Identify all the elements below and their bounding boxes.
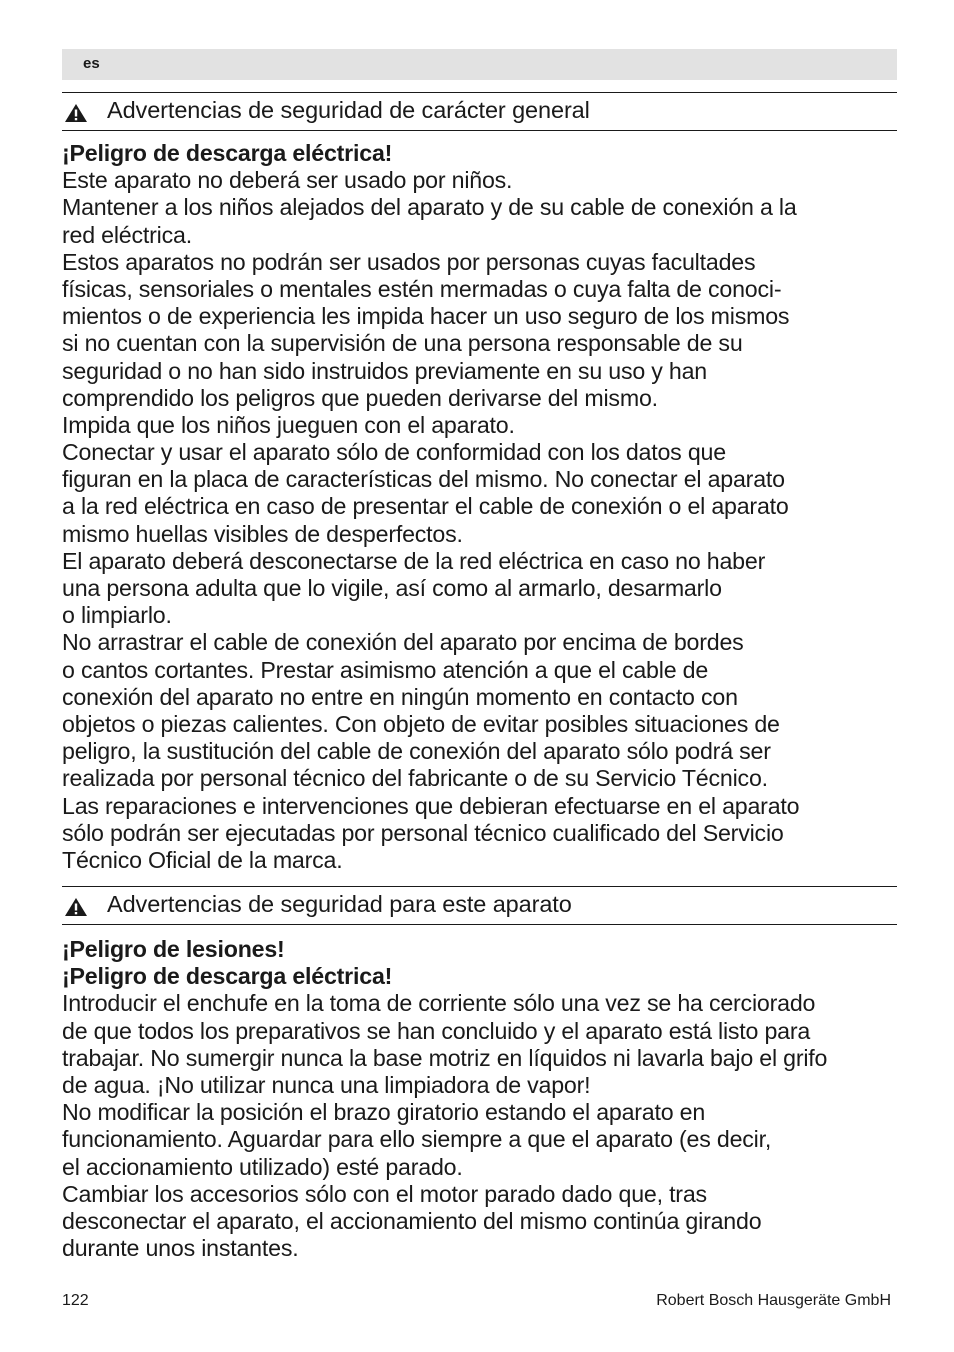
body-text-line: si no cuentan con la supervisión de una persona responsable de su xyxy=(62,330,743,357)
body-text-line: Este aparato no deberá ser usado por niños. xyxy=(62,167,513,194)
body-text-line: objetos o piezas calientes. Con objeto de evitar posibles situaciones de xyxy=(62,710,780,737)
warning-triangle-icon xyxy=(64,103,88,123)
body-text-line: trabajar. No sumergir nunca la base motriz en líquidos ni lavarla bajo el grifo xyxy=(62,1044,828,1071)
body-text-line: sólo podrán ser ejecutadas por personal técnico cualificado del Servicio xyxy=(62,819,784,846)
body-text-line: Mantener a los niños alejados del aparato y de su cable de conexión a la xyxy=(62,194,797,221)
body-text-line: realizada por personal técnico del fabricante o de su Servicio Técnico. xyxy=(62,765,768,792)
body-text-line: No arrastrar el cable de conexión del aparato por encima de bordes xyxy=(62,629,744,656)
body-text-line: Conectar y usar el aparato sólo de conformidad con los datos que xyxy=(62,439,726,466)
body-text-line: seguridad o no han sido instruidos previamente en su uso y han xyxy=(62,357,708,384)
warning-heading: ¡Peligro de lesiones! xyxy=(62,936,285,962)
body-text-line: Introducir el enchufe en la toma de corriente sólo una vez se ha cerciorado xyxy=(62,990,816,1017)
warning-heading: ¡Peligro de descarga eléctrica! xyxy=(62,963,393,990)
section-appliance-safety-header xyxy=(62,886,897,925)
body-text-line: Estos aparatos no podrán ser usados por personas cuyas facultades xyxy=(62,248,756,275)
body-text-line: Cambiar los accesorios sólo con el motor parado dado que, tras xyxy=(62,1180,707,1207)
body-text-line: durante unos instantes. xyxy=(62,1235,299,1262)
body-text-line: de que todos los preparativos se han concluido y el aparato está listo para xyxy=(62,1017,811,1044)
body-text-line: o limpiarlo. xyxy=(62,602,172,629)
company-name: Robert Bosch Hausgeräte GmbH xyxy=(656,1292,891,1309)
section-general-safety-header xyxy=(62,92,897,131)
body-text-line: Técnico Oficial de la marca. xyxy=(62,846,343,873)
body-text-line: Impida que los niños jueguen con el aparato. xyxy=(62,411,515,438)
warning-triangle-icon xyxy=(64,897,88,917)
body-text-line: Las reparaciones e intervenciones que debieran efectuarse en el aparato xyxy=(62,792,800,819)
warning-heading: ¡Peligro de descarga eléctrica! xyxy=(62,140,393,166)
section-appliance-safety-title: Advertencias de seguridad para este aparato xyxy=(107,891,572,917)
language-code: es xyxy=(83,55,100,72)
body-text-line: El aparato deberá desconectarse de la red eléctrica en caso no haber xyxy=(62,547,766,574)
body-text-line: mientos o de experiencia les impida hacer un uso seguro de los mismos xyxy=(62,303,790,330)
language-bar xyxy=(62,49,897,80)
body-text-line: desconectar el aparato, el accionamiento del mismo continúa girando xyxy=(62,1207,762,1234)
body-text-line: a la red eléctrica en caso de presentar el cable de conexión o el aparato xyxy=(62,493,789,520)
body-text-line: comprendido los peligros que pueden derivarse del mismo. xyxy=(62,384,658,411)
body-text-line: una persona adulta que lo vigile, así como al armarlo, desarmarlo xyxy=(62,575,722,601)
body-text-line: mismo huellas visibles de desperfectos. xyxy=(62,520,463,547)
body-text-line: funcionamiento. Aguardar para ello siempre a que el aparato (es decir, xyxy=(62,1126,772,1153)
section-appliance-safety-body xyxy=(62,936,902,1262)
body-text-line: peligro, la sustitución del cable de conexión del aparato sólo podrá ser xyxy=(62,738,771,765)
section-general-safety-title: Advertencias de seguridad de carácter general xyxy=(107,97,590,123)
body-text-line: conexión del aparato no entre en ningún momento en contacto con xyxy=(62,683,738,710)
section-general-safety-body xyxy=(62,140,902,874)
body-text-line: No modificar la posición el brazo giratorio estando el aparato en xyxy=(62,1099,706,1126)
body-text-line: el accionamiento utilizado) esté parado. xyxy=(62,1153,463,1180)
body-text-line: o cantos cortantes. Prestar asimismo atención a que el cable de xyxy=(62,656,709,683)
body-text-line: de agua. ¡No utilizar nunca una limpiadora de vapor! xyxy=(62,1071,591,1098)
body-text-line: figuran en la placa de características del mismo. No conectar el aparato xyxy=(62,466,785,493)
body-text-line: red eléctrica. xyxy=(62,221,192,248)
page-number: 122 xyxy=(62,1292,89,1309)
body-text-line: físicas, sensoriales o mentales estén mermadas o cuya falta de conoci- xyxy=(62,275,782,302)
